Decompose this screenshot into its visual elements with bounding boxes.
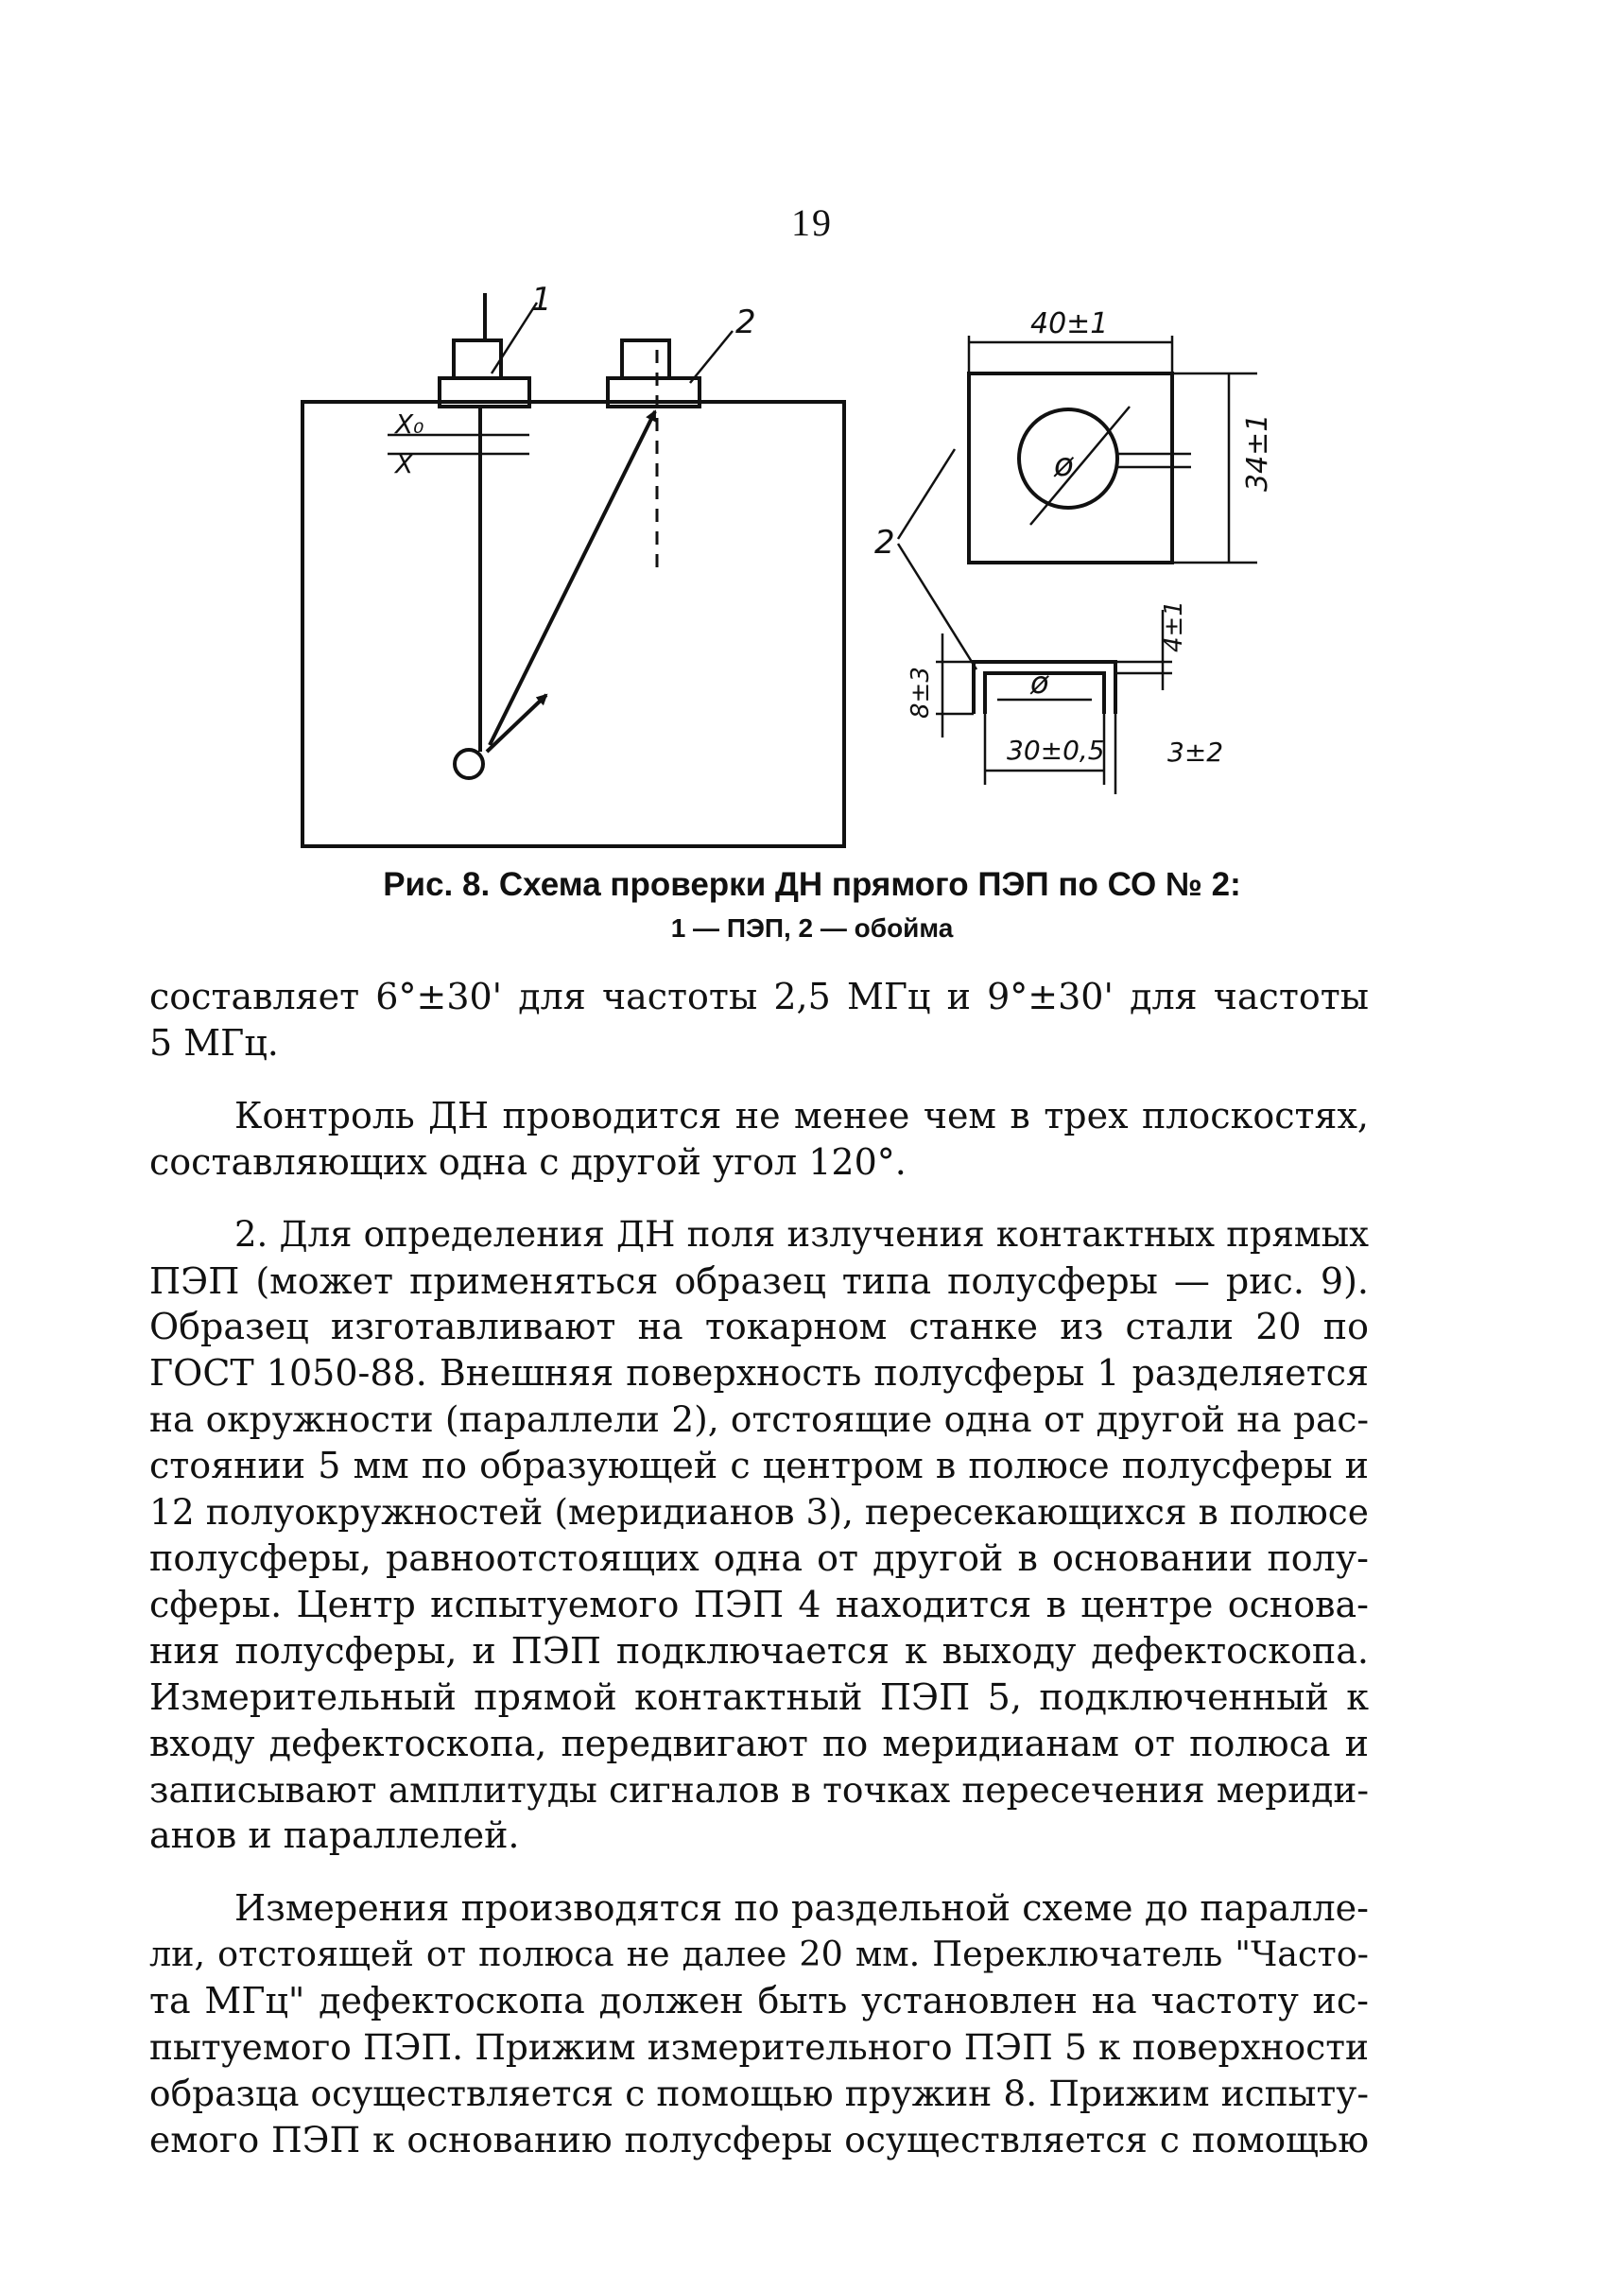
text-line: Измерения производятся по раздельной схеме до паралле- xyxy=(234,1887,1369,1930)
body-text xyxy=(149,974,1369,2163)
text-line: входу дефектоскопа, передвигают по меридианам от полюса и xyxy=(149,1722,1369,1764)
text-line: Образец изготавливают на токарном станке из стали 20 по xyxy=(149,1306,1369,1348)
text-line: анов и параллелей. xyxy=(149,1814,520,1857)
text-line: пытуемого ПЭП. Прижим измерительного ПЭП 5 к поверхности xyxy=(149,2026,1369,2069)
diameter-bottom-label: ø xyxy=(1030,665,1049,701)
side-hole xyxy=(455,750,483,778)
paragraph-4 xyxy=(149,1885,1369,2162)
page-number: 19 xyxy=(791,201,833,244)
text-line: Измерительный прямой контактный ПЭП 5, подключенный к xyxy=(149,1675,1369,1718)
callout-2-leader xyxy=(690,331,733,383)
callout-2-side-leader-down xyxy=(898,544,976,669)
callout-2-label: 2 xyxy=(735,304,756,341)
figure-legend: 1 — ПЭП, 2 — обойма xyxy=(670,913,954,943)
paragraph-1 xyxy=(149,974,1369,1067)
paragraph-2 xyxy=(149,1093,1369,1186)
callout-2-side-leader-up xyxy=(898,449,955,539)
diameter-top-label: ø xyxy=(1054,446,1074,484)
inner-dim-label: 30±0,5 xyxy=(1007,735,1105,766)
text-line: образца осуществляется с помощью пружин 8. Прижим испыту- xyxy=(149,2072,1369,2114)
text-line: стоянии 5 мм по образующей с центром в полюсе полусферы и xyxy=(149,1445,1369,1487)
text-line: на окружности (параллели 2), отстоящие одна от другой на рас- xyxy=(149,1398,1369,1441)
text-line: ли, отстоящей от полюса не далее 20 мм. Переключатель "Часто- xyxy=(149,1934,1369,1975)
beam-reflected xyxy=(490,411,655,745)
text-line: 2. Для определения ДН поля излучения контактных прямых xyxy=(234,1213,1369,1255)
test-block xyxy=(302,402,844,846)
transducer-1-top xyxy=(454,340,501,378)
text-line: полусферы, равноотстоящих одна от другой в основании полу- xyxy=(149,1536,1369,1579)
x0-label: X₀ xyxy=(395,408,424,440)
transducer-2-top xyxy=(622,340,669,378)
text-line: 5 МГц. xyxy=(149,1021,279,1064)
text-line: Контроль ДН проводится не менее чем в трех плоскостях, xyxy=(234,1094,1369,1136)
x-label: X xyxy=(395,448,414,479)
lip-dim-label: 4±1 xyxy=(1160,600,1188,652)
callout-1-leader xyxy=(492,303,537,373)
depth-dim-label: 8±3 xyxy=(907,667,935,719)
figure-8-drawing xyxy=(284,284,1304,851)
text-line: записывают амплитуды сигналов в точках пересечения мериди- xyxy=(149,1768,1369,1811)
callout-1-label: 1 xyxy=(531,284,552,319)
paragraph-3 xyxy=(149,1212,1369,1860)
text-line: ГОСТ 1050-88. Внешняя поверхность полусферы 1 разделяется xyxy=(149,1352,1369,1395)
text-line: составляющих одна с другой угол 120°. xyxy=(149,1140,907,1183)
figure-8 xyxy=(284,284,1304,851)
height-dim-label: 34±1 xyxy=(1241,413,1274,492)
text-line: емого ПЭП к основанию полусферы осуществляется с помощью xyxy=(149,2118,1369,2160)
text-line: ния полусферы, и ПЭП подключается к выходу дефектоскопа. xyxy=(149,1629,1369,1672)
text-line: та МГц" дефектоскопа должен быть установлен на частоту ис- xyxy=(149,1980,1369,2022)
text-line: сферы. Центр испытуемого ПЭП 4 находится в центре основа- xyxy=(149,1583,1369,1625)
beam-arrow xyxy=(487,695,546,752)
text-line: ПЭП (может применяться образец типа полусферы — рис. 9). xyxy=(149,1259,1369,1302)
wall-dim-label: 3±2 xyxy=(1167,737,1224,768)
figure-caption: Рис. 8. Схема проверки ДН прямого ПЭП по СО № 2: xyxy=(383,866,1241,903)
width-dim-label: 40±1 xyxy=(1030,307,1109,340)
callout-2-side-label: 2 xyxy=(874,524,895,562)
text-line: составляет 6°±30' для частоты 2,5 МГц и 9°±30' для частоты xyxy=(149,976,1369,1017)
text-line: 12 полуокружностей (меридианов 3), пересекающихся в полюсе xyxy=(149,1491,1369,1534)
